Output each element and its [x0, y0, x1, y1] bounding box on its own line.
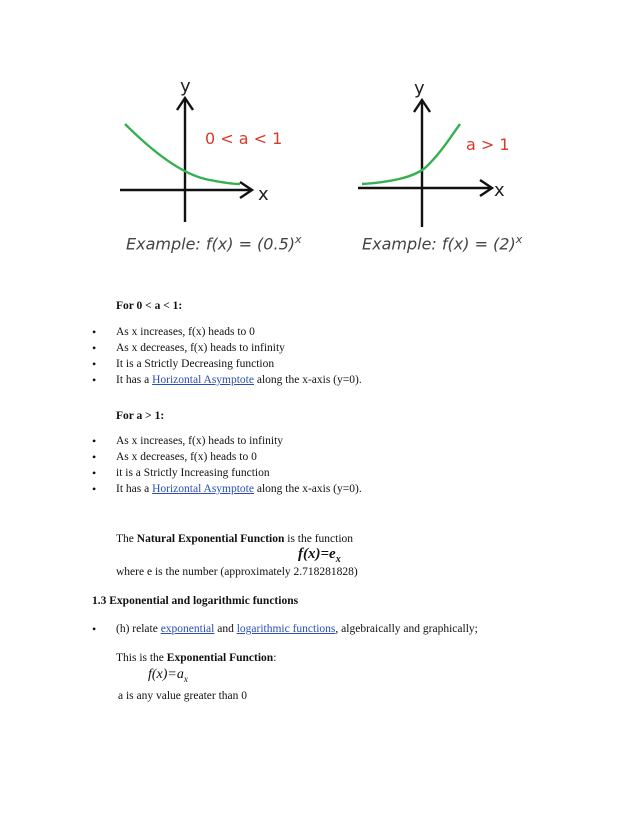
graph-increasing: [350, 72, 550, 232]
example-caption-right: Example: $f(x) = (2)^x$: [362, 233, 523, 254]
list-item: • As x decreases, f(x) heads to 0: [92, 449, 362, 465]
exponential-link[interactable]: exponential: [160, 623, 215, 635]
horizontal-asymptote-link[interactable]: Horizontal Asymptote: [152, 483, 254, 495]
list-item: • it is a Strictly Increasing function: [92, 465, 362, 481]
exp-function-intro: This is the Exponential Function:: [116, 652, 277, 664]
y-axis-label: y: [180, 76, 191, 97]
list-item: • It is a Strictly Decreasing function: [92, 356, 362, 372]
exp-function-equation: $f(x)=a_x$: [148, 667, 188, 684]
section-heading-1-3: 1.3 Exponential and logarithmic functions: [92, 595, 299, 607]
list-decreasing: [92, 324, 362, 388]
x-axis-label: x: [494, 180, 505, 201]
horizontal-asymptote-link[interactable]: Horizontal Asymptote: [152, 374, 254, 386]
list-item: • As x increases, f(x) heads to infinity: [92, 433, 362, 449]
graph-decreasing: [110, 72, 310, 232]
list-item: • It has a Horizontal Asymptote along the x-axis (y=0).: [92, 481, 362, 497]
x-axis-label: x: [258, 184, 269, 205]
natural-exp-line: The Natural Exponential Function is the function: [116, 533, 354, 545]
natural-exp-note: where e is the number (approximately 2.718281828): [116, 566, 358, 578]
condition-label: 0 < a < 1: [205, 129, 283, 148]
logarithmic-functions-link[interactable]: logarithmic functions: [236, 623, 336, 635]
list-item: • It has a Horizontal Asymptote along the x-axis (y=0).: [92, 372, 362, 388]
list-item: • (h) relate exponential and logarithmic functions, algebraically and graphically;: [92, 621, 478, 637]
y-axis-label: y: [414, 78, 425, 99]
heading-increasing: For a > 1:: [116, 410, 165, 422]
example-caption-left: Example: $f(x) = (0.5)^x$: [126, 233, 302, 254]
condition-label: a > 1: [466, 135, 510, 154]
exp-function-note: a is any value greater than 0: [118, 690, 247, 702]
heading-decreasing: For 0 < a < 1:: [116, 300, 183, 312]
list-item: • As x decreases, f(x) heads to infinity: [92, 340, 362, 356]
increasing-curve: [362, 124, 460, 184]
list-item: • As x increases, f(x) heads to 0: [92, 324, 362, 340]
natural-exp-equation: $f(x)=e_x$: [298, 546, 341, 565]
list-increasing: [92, 433, 362, 497]
list-objective: [92, 621, 478, 637]
